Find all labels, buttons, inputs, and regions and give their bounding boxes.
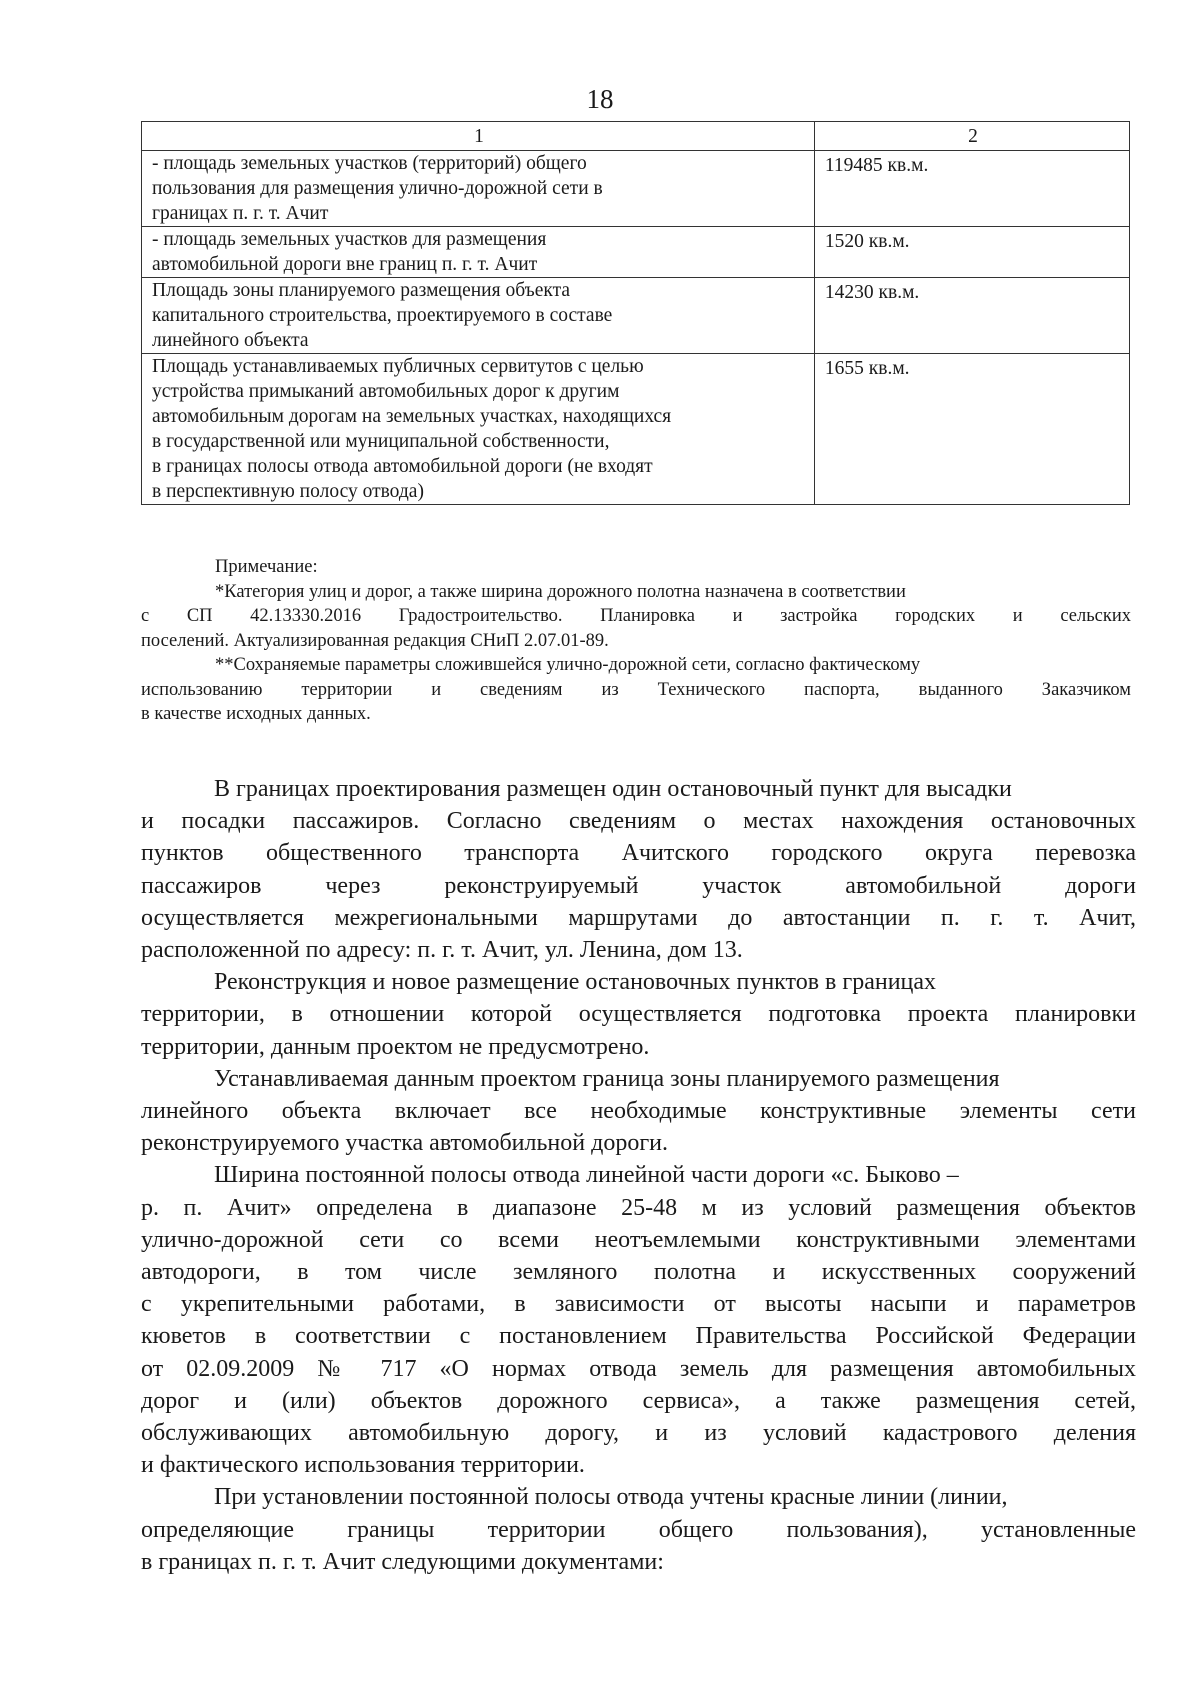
paragraph-line: дорог и (или) объектов дорожного сервиса», а также размещения сетей,	[141, 1387, 1136, 1414]
paragraph-line: Устанавливаемая данным проектом граница зоны планируемого размещения	[214, 1065, 1000, 1092]
table-header-cell: 2	[814, 122, 1129, 151]
table-cell-description	[142, 151, 815, 227]
paragraph-line: пунктов общественного транспорта Ачитского городского округа перевозка	[141, 840, 1136, 867]
note-line: поселений. Актуализированная редакция СНиП 2.07.01-89.	[141, 630, 609, 651]
paragraph-line: р. п. Ачит» определена в диапазоне 25-48 м из условий размещения объектов	[141, 1194, 1136, 1221]
paragraph-line: При установлении постоянной полосы отвода учтены красные линии (линии,	[214, 1484, 1008, 1511]
paragraph-line: В границах проектирования размещен один остановочный пункт для высадки	[214, 776, 1012, 802]
note-line: с СП 42.13330.2016 Градостроительство. Планировка и застройка городских и сельских	[141, 606, 1131, 626]
paragraph-line: определяющие границы территории общего пользования), установленные	[141, 1516, 1136, 1543]
cell-text-line: капитального строительства, проектируемого в составе	[152, 305, 613, 326]
paragraph-line: обслуживающих автомобильную дорогу, и из условий кадастрового деления	[141, 1420, 1136, 1447]
paragraph-line: линейного объекта включает все необходимые конструктивные элементы сети	[141, 1098, 1136, 1125]
paragraph-line: пассажиров через реконструируемый участок автомобильной дороги	[141, 872, 1136, 899]
cell-text-line: в государственной или муниципальной собственности,	[152, 431, 610, 452]
paragraph-line: с укрепительными работами, в зависимости от высоты насыпи и параметров	[141, 1291, 1136, 1318]
area-table	[141, 121, 1130, 505]
cell-text-line: Площадь зоны планируемого размещения объекта	[152, 280, 571, 301]
paragraph	[141, 1481, 1136, 1578]
cell-text-line: в перспективную полосу отвода)	[152, 481, 424, 502]
notes-title: Примечание:	[215, 557, 318, 577]
cell-text-line: автомобильным дорогам на земельных участках, находящихся	[152, 406, 672, 427]
note-line: в качестве исходных данных.	[141, 704, 371, 724]
paragraph-line: осуществляется межрегиональными маршрутами до автостанции п. г. т. Ачит,	[141, 904, 1136, 931]
body-text	[141, 773, 1136, 1578]
note-line: использованию территории и сведениям из Технического паспорта, выданного Заказчиком	[141, 679, 1131, 700]
paragraph-line: кюветов в соответствии с постановлением Правительства Российской Федерации	[141, 1323, 1136, 1350]
paragraph-line: и фактического использования территории.	[141, 1452, 585, 1479]
note-line: *Категория улиц и дорог, а также ширина дорожного полотна назначена в соответствии	[215, 581, 906, 602]
cell-text-line: - площадь земельных участков (территорий) общего	[152, 153, 587, 174]
paragraph-line: реконструируемого участка автомобильной дороги.	[141, 1130, 669, 1157]
paragraph-line: Ширина постоянной полосы отвода линейной части дороги «с. Быково –	[214, 1162, 959, 1189]
paragraph-line: автодороги, в том числе земляного полотна и искусственных сооружений	[141, 1259, 1136, 1286]
table-header-row	[142, 122, 1130, 151]
paragraph	[141, 773, 1136, 966]
cell-text-line: автомобильной дороги вне границ п. г. т. Ачит	[152, 254, 538, 275]
table-header-cell: 1	[142, 122, 815, 151]
paragraph	[141, 1159, 1136, 1481]
paragraph-line: расположенной по адресу: п. г. т. Ачит, ул. Ленина, дом 13.	[141, 937, 743, 964]
paragraph	[141, 966, 1136, 1063]
cell-text-line: Площадь устанавливаемых публичных сервитутов с целью	[152, 356, 644, 377]
cell-text-line: в границах полосы отвода автомобильной дороги (не входят	[152, 456, 653, 477]
paragraph-line: Реконструкция и новое размещение остановочных пунктов в границах	[214, 969, 937, 996]
note-line: **Сохраняемые параметры сложившейся улично-дорожной сети, согласно фактическому	[215, 655, 921, 675]
paragraph-line: и посадки пассажиров. Согласно сведениям о местах нахождения остановочных	[141, 808, 1136, 835]
table-cell-value: 1655 кв.м.	[814, 354, 1129, 505]
cell-text-line: - площадь земельных участков для размещения	[152, 229, 547, 250]
table-cell-description	[142, 278, 815, 354]
paragraph-line: улично-дорожной сети со всеми неотъемлемыми конструктивными элементами	[141, 1226, 1136, 1253]
table-cell-value: 119485 кв.м.	[814, 151, 1129, 227]
page-number: 18	[586, 84, 614, 114]
table-cell-value: 1520 кв.м.	[814, 227, 1129, 278]
table-cell-description	[142, 354, 815, 505]
cell-text-line: границах п. г. т. Ачит	[152, 203, 329, 224]
paragraph	[141, 1063, 1136, 1160]
cell-text-line: устройства примыканий автомобильных дорог к другим	[152, 381, 620, 402]
paragraph-line: в границах п. г. т. Ачит следующими документами:	[141, 1548, 664, 1575]
table-row	[142, 151, 1130, 227]
paragraph-line: от 02.09.2009 № 717 «О нормах отвода земель для размещения автомобильных	[141, 1355, 1136, 1382]
table-cell-description	[142, 227, 815, 278]
paragraph-line: территории, данным проектом не предусмотрено.	[141, 1033, 650, 1060]
notes-section	[141, 555, 1131, 727]
cell-text-line: линейного объекта	[152, 330, 309, 351]
cell-text-line: пользования для размещения улично-дорожной сети в	[152, 178, 603, 199]
table-cell-value: 14230 кв.м.	[814, 278, 1129, 354]
table-row	[142, 227, 1130, 278]
paragraph-line: территории, в отношении которой осуществляется подготовка проекта планировки	[141, 1001, 1136, 1028]
table-row	[142, 278, 1130, 354]
table-row	[142, 354, 1130, 505]
